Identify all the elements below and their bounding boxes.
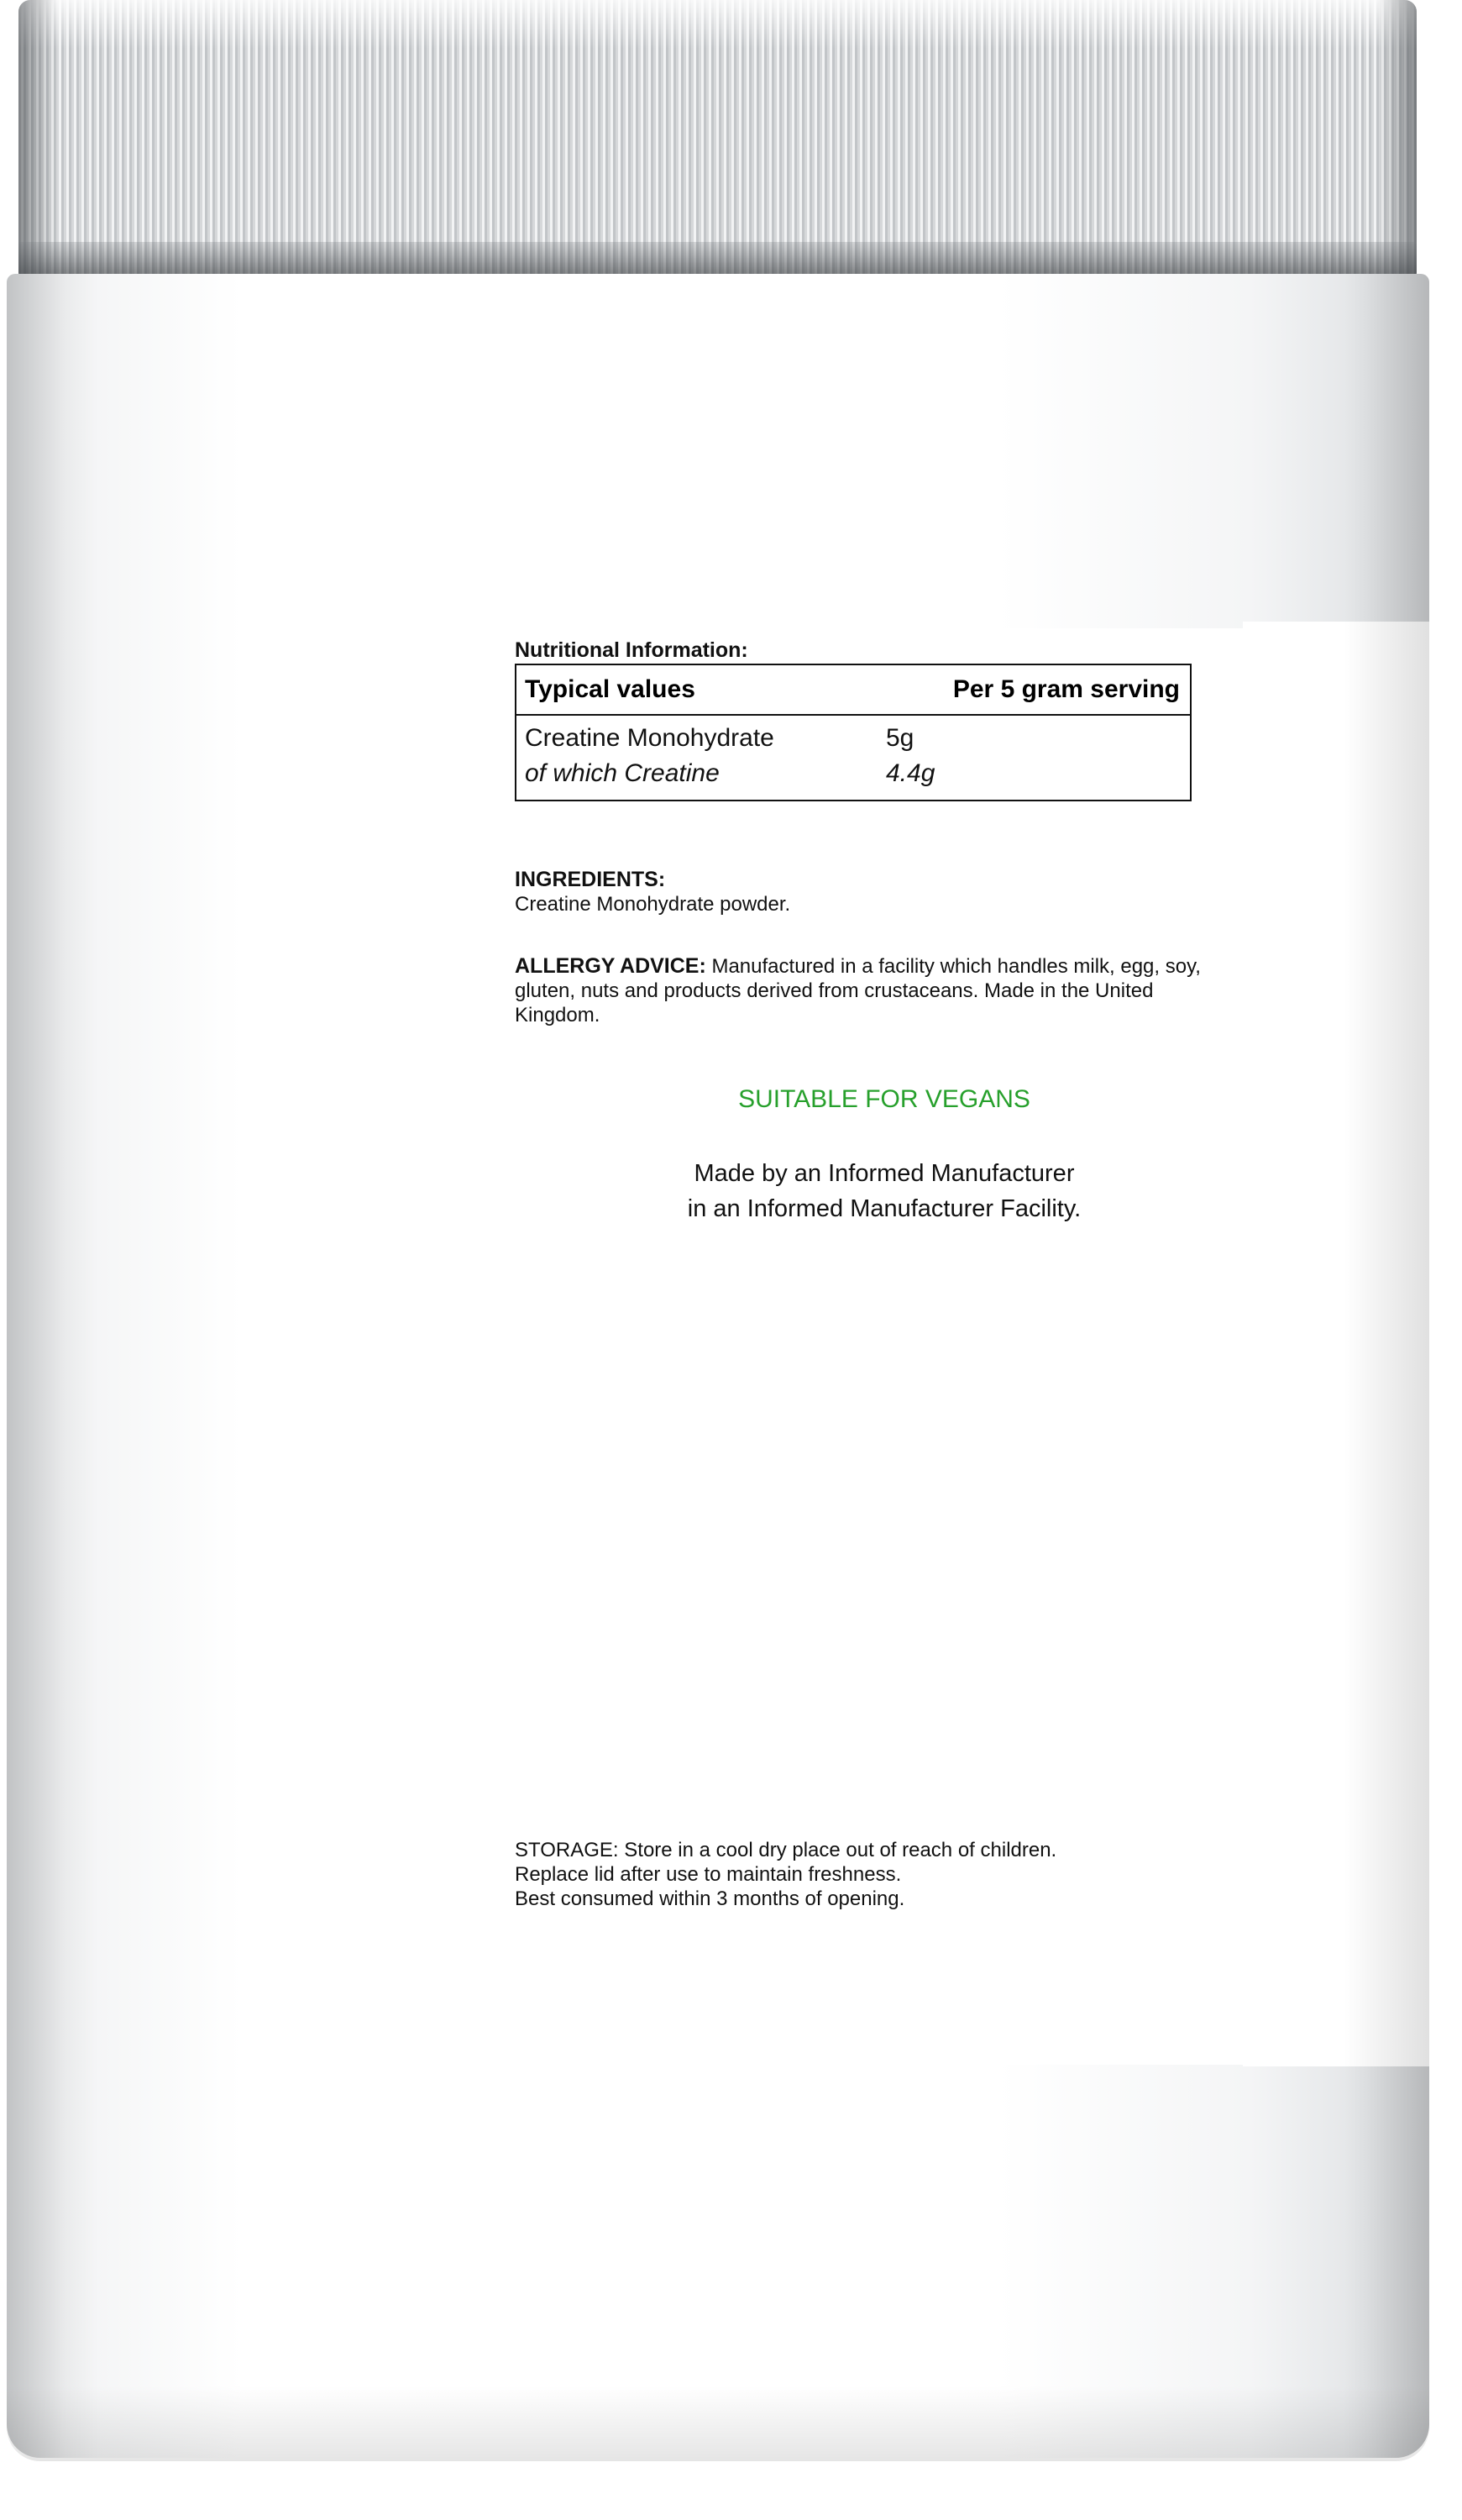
- informed-manufacturer-note: [515, 1156, 1254, 1226]
- storage-line-3: Best consumed within 3 months of opening.: [515, 1887, 905, 1910]
- nutrition-col2-header: Per 5 gram serving: [952, 675, 1180, 703]
- lid-bottom-band: [18, 242, 1417, 277]
- back-label-panel: [468, 628, 1461, 2065]
- nutrition-table-body: [516, 716, 1190, 800]
- lid-highlight: [18, 0, 1417, 49]
- ingredients-text: Creatine Monohydrate powder.: [515, 893, 791, 916]
- nutrient-name: of which Creatine: [525, 759, 720, 787]
- ingredients-block: [515, 868, 1237, 916]
- lid-right-shade: [1378, 0, 1417, 277]
- nutrition-heading: Nutritional Information:: [515, 638, 748, 662]
- storage-line-1-wrap: [515, 1838, 1254, 1862]
- nutrient-name: Creatine Monohydrate: [525, 724, 774, 752]
- lid-left-shade: [18, 0, 57, 277]
- vegan-note: SUITABLE FOR VEGANS: [738, 1085, 1030, 1113]
- storage-line-1: Store in a cool dry place out of reach of children.: [624, 1839, 1057, 1861]
- nutrient-value: 4.4g: [886, 759, 935, 787]
- storage-block: [515, 1838, 1254, 1911]
- nutrition-col1-header: Typical values: [525, 675, 695, 703]
- storage-title: STORAGE:: [515, 1839, 619, 1861]
- nutrition-table-header: [516, 665, 1190, 716]
- informed-line-2: in an Informed Manufacturer Facility.: [687, 1195, 1082, 1222]
- ingredients-title: INGREDIENTS:: [515, 868, 666, 891]
- informed-line-1: Made by an Informed Manufacturer: [694, 1160, 1075, 1187]
- allergy-block: [515, 954, 1220, 1027]
- tub-bottom-shadow: [7, 2386, 1429, 2461]
- nutrition-table: [515, 664, 1192, 801]
- tub-lid: [18, 0, 1417, 277]
- storage-line-2: Replace lid after use to maintain freshness.: [515, 1863, 902, 1886]
- allergy-body: Manufactured in a facility which handles milk, egg, soy, gluten, nuts and products derived from crustaceans. Made in the United Kingdom.: [515, 955, 1201, 1026]
- allergy-text: [515, 954, 1220, 1027]
- nutrient-value: 5g: [886, 724, 914, 752]
- table-row: [525, 721, 1190, 756]
- table-row: [525, 756, 1190, 791]
- allergy-title: ALLERGY ADVICE:: [515, 954, 706, 978]
